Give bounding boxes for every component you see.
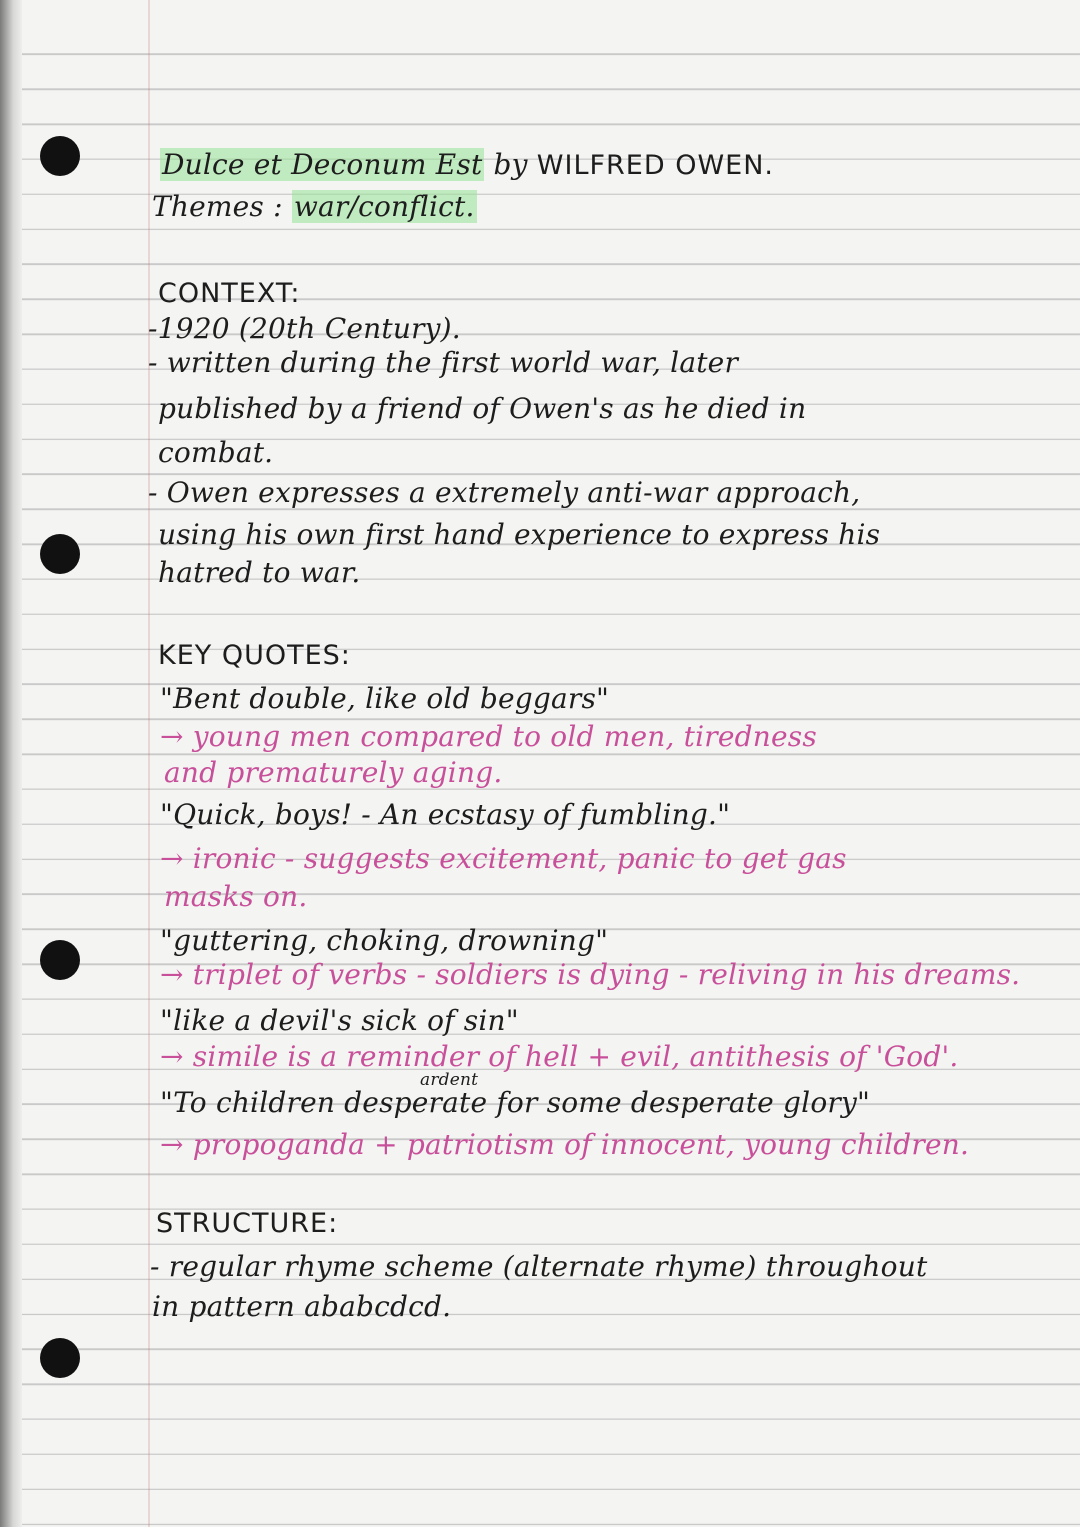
quote-2-note: → ironic - suggests excitement, panic to get gas bbox=[160, 842, 847, 875]
margin-line bbox=[148, 0, 150, 1527]
themes-line bbox=[152, 190, 477, 223]
quote-2: "Quick, boys! - An ecstasy of fumbling." bbox=[160, 798, 731, 831]
structure-line: - regular rhyme scheme (alternate rhyme) throughout bbox=[150, 1250, 928, 1283]
title-by: by bbox=[484, 148, 537, 181]
poem-title: Dulce et Deconum Est bbox=[162, 148, 483, 181]
quote-5-note: → propoganda + patriotism of innocent, young children. bbox=[160, 1128, 970, 1161]
quote-3-note: → triplet of verbs - soldiers is dying - reliving in his dreams. bbox=[160, 958, 1021, 991]
themes-separator: : bbox=[263, 190, 292, 223]
context-line: -1920 (20th Century). bbox=[148, 312, 461, 345]
quote-1-note: and prematurely aging. bbox=[164, 756, 503, 789]
punch-hole bbox=[40, 1338, 80, 1378]
structure-heading: STRUCTURE: bbox=[156, 1208, 339, 1239]
context-line: - Owen expresses a extremely anti-war approach, bbox=[148, 476, 861, 509]
structure-line: in pattern ababcdcd. bbox=[152, 1290, 452, 1323]
page-edge-shadow bbox=[0, 0, 22, 1527]
context-line: published by a friend of Owen's as he died in bbox=[158, 392, 807, 425]
quote-5-insertion: ardent bbox=[420, 1070, 479, 1090]
quote-1-note: → young men compared to old men, tiredness bbox=[160, 720, 817, 753]
punch-hole bbox=[40, 136, 80, 176]
quote-5: "To children desperate for some desperate glory" bbox=[160, 1086, 871, 1119]
context-heading: CONTEXT: bbox=[158, 278, 301, 309]
quote-2-note: masks on. bbox=[164, 880, 308, 913]
punch-hole bbox=[40, 940, 80, 980]
themes-label: Themes bbox=[152, 190, 264, 223]
key-quotes-heading: KEY QUOTES: bbox=[158, 640, 351, 671]
context-line: using his own first hand experience to express his bbox=[158, 518, 881, 551]
context-line: hatred to war. bbox=[158, 556, 361, 589]
title-line bbox=[160, 148, 774, 181]
themes-value: war/conflict. bbox=[293, 190, 475, 223]
poem-author: WILFRED OWEN. bbox=[536, 150, 775, 181]
quote-4-note: → simile is a reminder of hell + evil, antithesis of 'God'. bbox=[160, 1040, 959, 1073]
punch-hole bbox=[40, 534, 80, 574]
quote-4: "like a devil's sick of sin" bbox=[160, 1004, 519, 1037]
quote-1: "Bent double, like old beggars" bbox=[160, 682, 610, 715]
context-line: - written during the first world war, later bbox=[148, 346, 739, 379]
quote-3: "guttering, choking, drowning" bbox=[160, 924, 609, 957]
context-line: combat. bbox=[158, 436, 274, 469]
